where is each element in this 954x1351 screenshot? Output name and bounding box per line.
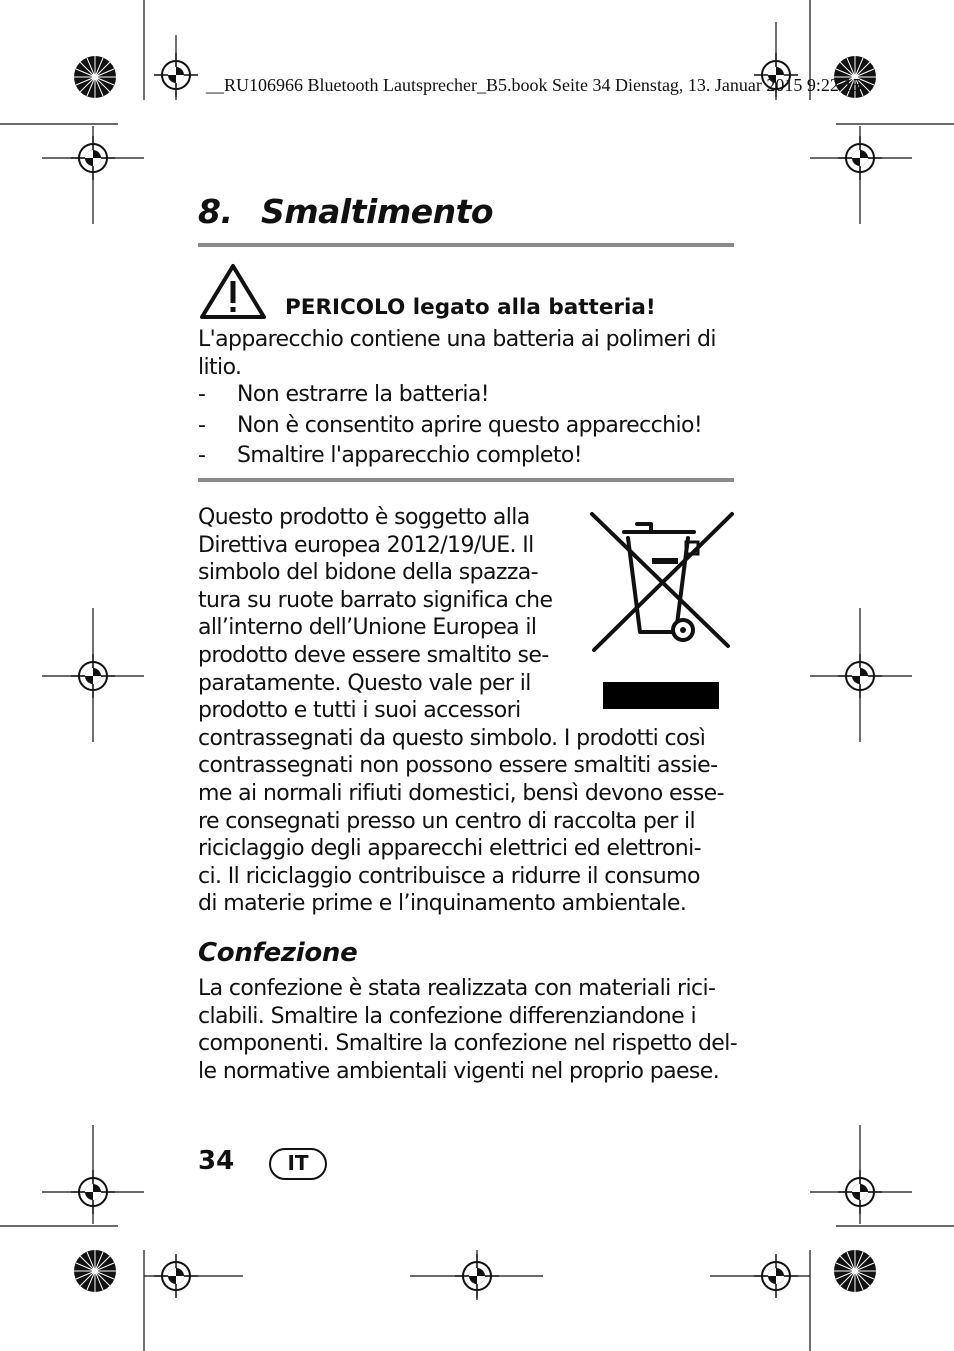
- print-header: __RU106966 Bluetooth Lautsprecher_B5.book Seite 34 Dienstag, 13. Januar 2015 9:22 15: [206, 75, 862, 95]
- warning-bullets: [198, 381, 738, 473]
- packaging-title: Confezione: [198, 938, 358, 968]
- warning-text: L'apparecchio contiene una batteria ai polimeri di litio.: [198, 327, 716, 380]
- list-item: - Non è consentito aprire questo apparecchio!: [198, 412, 703, 438]
- warning-title: PERICOLO legato alla batteria!: [285, 295, 656, 320]
- warning-rule: [198, 478, 734, 482]
- heading-rule: [198, 243, 734, 247]
- list-item: - Non estrarre la batteria!: [198, 382, 490, 407]
- weee-black-bar: [603, 682, 719, 709]
- page-number: 34: [198, 1146, 235, 1176]
- crossed-bin-icon: [588, 508, 736, 658]
- list-item: - Smaltire l'apparecchio completo!: [198, 443, 582, 468]
- section-number: 8.: [198, 192, 233, 231]
- warning-triangle-icon: [199, 262, 267, 320]
- weee-paragraph: Questo prodotto è soggetto alla Direttiva europea 2012/19/UE. Il simbolo del bidone della spazza- tura su ruote barrato significa che all’interno dell’Unione Europea il prodotto deve essere smaltito se- paratamente. Questo vale per il prodotto e tutti i suoi accessori contrassegnati da questo simbolo. I prodotti così contrassegnati non possono essere smaltiti assie- me ai normali rifiuti domestici, bensì devono esse- re consegnati presso un centro di raccolta per il riciclaggio degli apparecchi elettrici ed elettroni- ci. Il riciclaggio contribuisce a ridurre il consumo di materie prime e l’inquinamento ambientale.: [198, 505, 724, 917]
- section-heading: [198, 192, 493, 231]
- section-title: Smaltimento: [261, 192, 494, 231]
- language-badge: IT: [269, 1148, 327, 1180]
- packaging-paragraph: La confezione è stata realizzata con materiali rici- clabili. Smaltire la confezione differenziandone i componenti. Smaltire la confezione nel rispetto del- le normative ambientali vigenti nel proprio paese.: [198, 976, 738, 1084]
